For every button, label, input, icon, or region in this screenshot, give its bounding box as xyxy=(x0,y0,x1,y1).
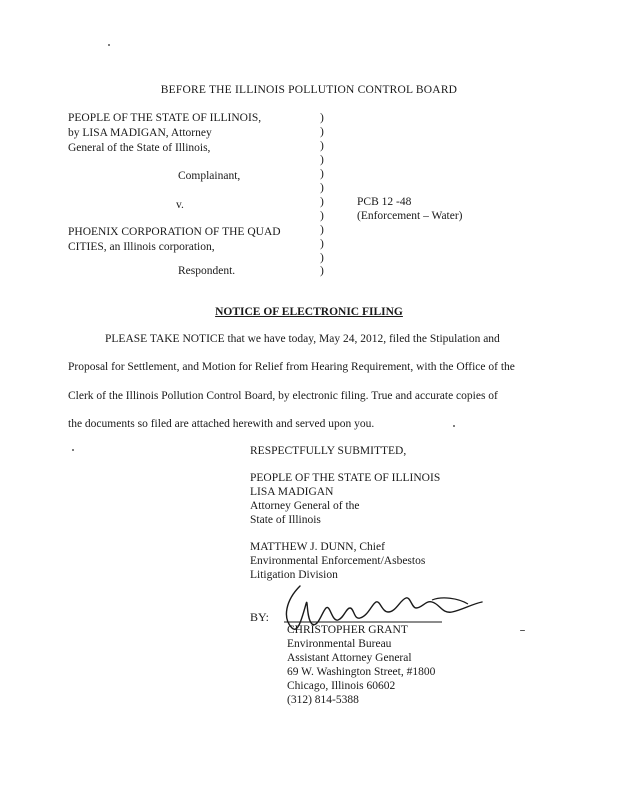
body-line-2: Proposal for Settlement, and Motion for Relief from Hearing Requirement, with the Office of the xyxy=(68,361,515,373)
sig-line: MATTHEW J. DUNN, Chief xyxy=(250,541,385,553)
scan-speck xyxy=(520,630,525,631)
sig-line: Litigation Division xyxy=(250,569,338,581)
body-line-3: Clerk of the Illinois Pollution Control Board, by electronic filing. True and accurate copies of xyxy=(68,390,498,402)
caption-paren: ) xyxy=(320,196,324,208)
caption-paren: ) xyxy=(320,182,324,194)
defendant-line-1: PHOENIX CORPORATION OF THE QUAD xyxy=(68,226,281,238)
plaintiff-line-1: PEOPLE OF THE STATE OF ILLINOIS, xyxy=(68,112,262,124)
caption-paren: ) xyxy=(320,126,324,138)
sig-line: Environmental Bureau xyxy=(287,638,392,650)
sig-line: CHRISTOPHER GRANT xyxy=(287,624,408,636)
sig-line: (312) 814-5388 xyxy=(287,694,359,706)
sig-line: Assistant Attorney General xyxy=(287,652,412,664)
caption-paren: ) xyxy=(320,252,324,264)
scan-speck xyxy=(108,44,110,46)
versus-label: v. xyxy=(176,199,184,211)
caption-paren: ) xyxy=(320,238,324,250)
sig-line: Environmental Enforcement/Asbestos xyxy=(250,555,426,567)
scan-speck xyxy=(72,449,74,451)
notice-title: NOTICE OF ELECTRONIC FILING xyxy=(215,306,403,318)
sig-line: 69 W. Washington Street, #1800 xyxy=(287,666,436,678)
case-number: PCB 12 -48 xyxy=(357,196,412,208)
plaintiff-line-3: General of the State of Illinois, xyxy=(68,142,211,154)
caption-paren: ) xyxy=(320,265,324,277)
respondent-label: Respondent. xyxy=(178,265,236,277)
board-title: BEFORE THE ILLINOIS POLLUTION CONTROL BOARD xyxy=(160,84,458,96)
body-line-1: PLEASE TAKE NOTICE that we have today, May 24, 2012, filed the Stipulation and xyxy=(105,333,500,345)
caption-paren: ) xyxy=(320,112,324,124)
sig-line: Chicago, Illinois 60602 xyxy=(287,680,396,692)
plaintiff-line-2: by LISA MADIGAN, Attorney xyxy=(68,127,212,139)
by-label: BY: xyxy=(250,610,269,624)
closing: RESPECTFULLY SUBMITTED, xyxy=(250,445,407,457)
caption-paren: ) xyxy=(320,168,324,180)
caption-paren: ) xyxy=(320,154,324,166)
body-line-4: the documents so filed are attached herewith and served upon you. xyxy=(68,418,375,430)
scan-speck xyxy=(453,425,455,427)
case-type: (Enforcement – Water) xyxy=(357,210,463,222)
defendant-line-2: CITIES, an Illinois corporation, xyxy=(68,241,215,253)
caption-paren: ) xyxy=(320,224,324,236)
sig-line: State of Illinois xyxy=(250,514,321,526)
caption-paren: ) xyxy=(320,210,324,222)
caption-paren: ) xyxy=(320,140,324,152)
complainant-label: Complainant, xyxy=(178,170,241,182)
sig-line: LISA MADIGAN xyxy=(250,486,334,498)
sig-line: PEOPLE OF THE STATE OF ILLINOIS xyxy=(250,472,441,484)
sig-line: Attorney General of the xyxy=(250,500,360,512)
